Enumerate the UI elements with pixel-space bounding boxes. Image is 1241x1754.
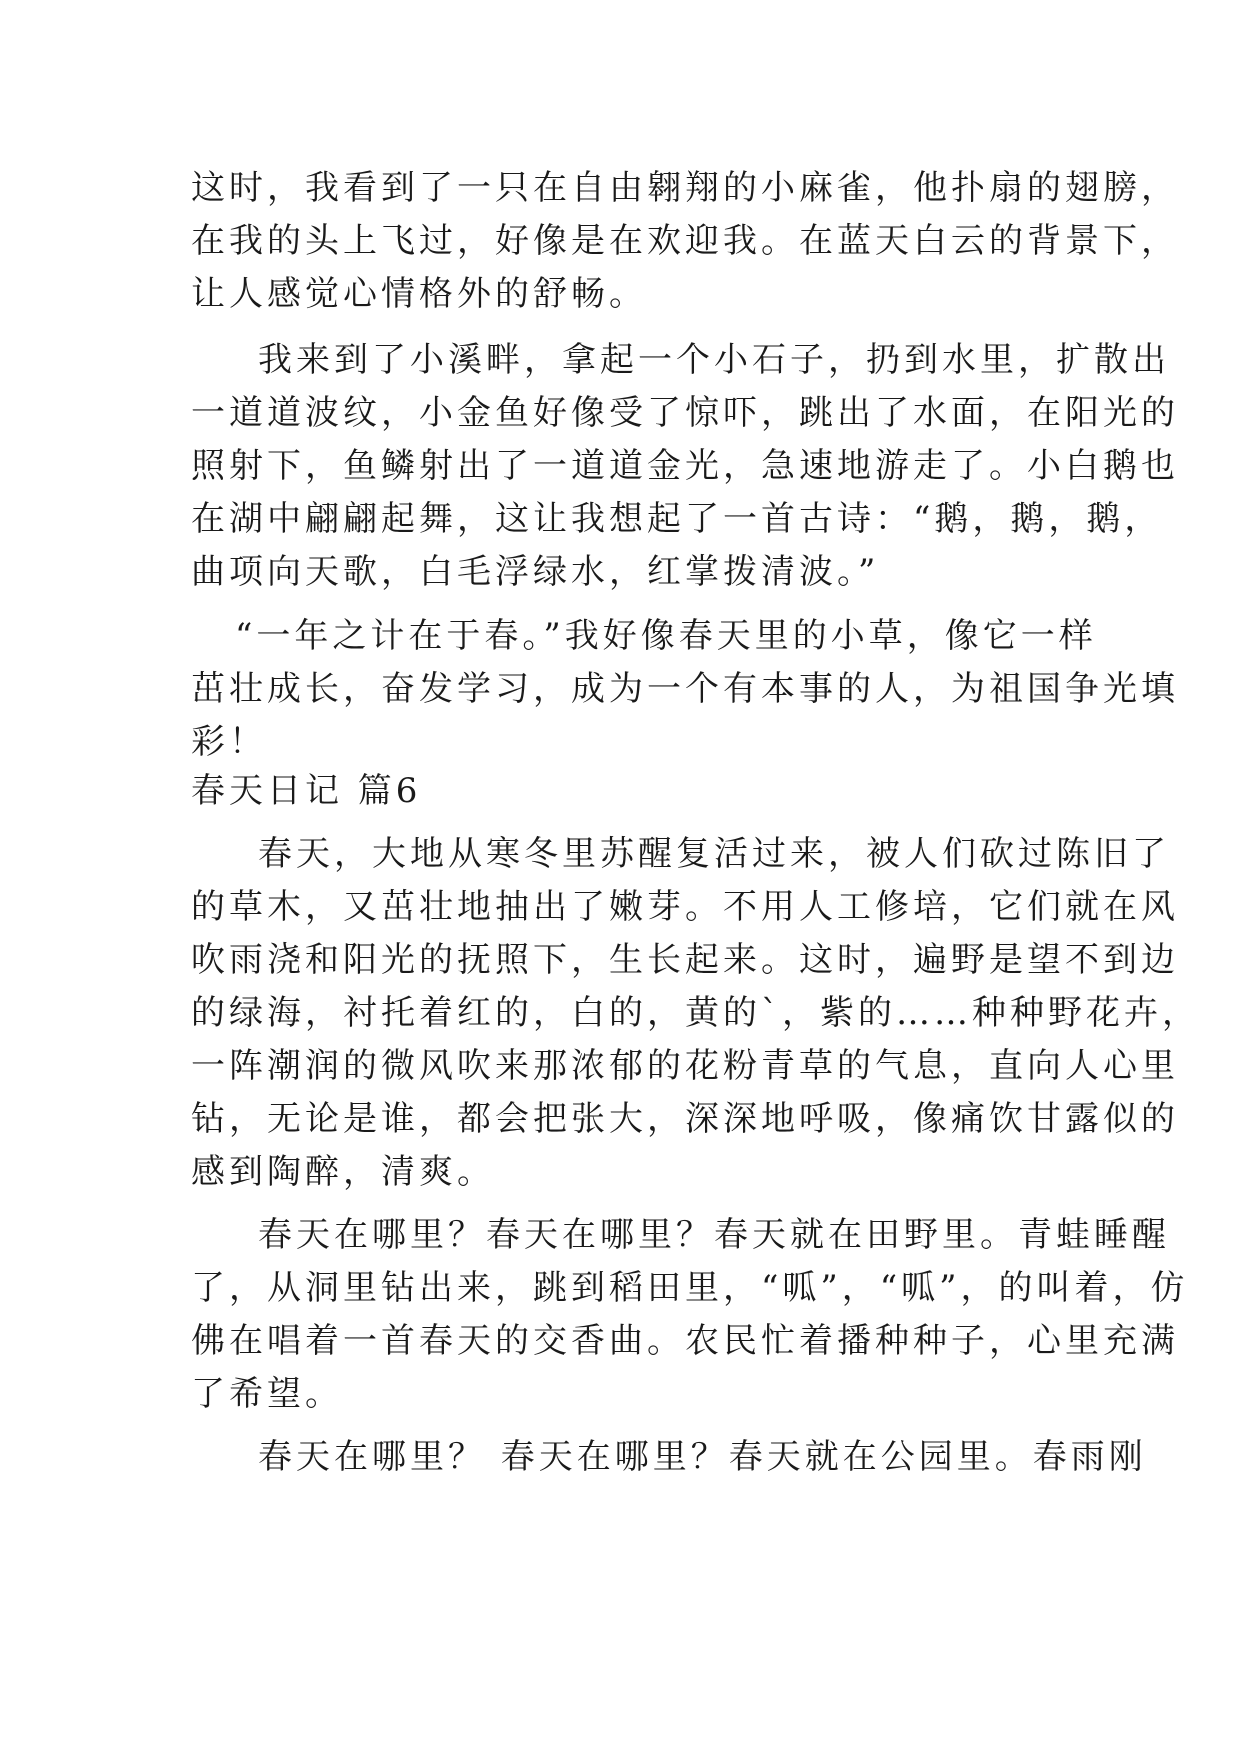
paragraph-first-line: 我来到了小溪畔，拿起一个小石子，扔到水里，扩散出 (258, 340, 1170, 380)
paragraph-first-line: 春天，大地从寒冬里苏醒复活过来，被人们砍过陈旧了 (258, 834, 1170, 874)
text-line: 让人感觉心情格外的舒畅。 (191, 274, 647, 314)
text-line: 在湖中翩翩起舞，这让我想起了一首古诗：“鹅，鹅，鹅， (191, 499, 1163, 539)
text-line: 这时，我看到了一只在自由翱翔的小麻雀，他扑扇的翅膀， (191, 168, 1179, 208)
text-line: 一道道波纹，小金鱼好像受了惊吓，跳出了水面，在阳光的 (191, 393, 1179, 433)
text-line: 的绿海，衬托着红的，白的，黄的`，紫的……种种野花卉， (191, 993, 1200, 1033)
text-line: 的草木，又茁壮地抽出了嫩芽。不用人工修培，它们就在风 (191, 887, 1179, 927)
text-line: 彩！ (191, 722, 267, 762)
text-line: 茁壮成长，奋发学习，成为一个有本事的人，为祖国争光填 (191, 669, 1179, 709)
paragraph-first-line: “一年之计在于春。”我好像春天里的小草，像它一样 (235, 616, 1097, 656)
text-line: 了，从洞里钻出来，跳到稻田里，“呱”，“呱”，的叫着，仿 (191, 1268, 1189, 1308)
text-line: 感到陶醉，清爽。 (191, 1152, 495, 1192)
text-line: 佛在唱着一首春天的交香曲。农民忙着播种种子，心里充满 (191, 1321, 1179, 1361)
text-line: 曲项向天歌，白毛浮绿水，红掌拨清波。” (191, 552, 880, 592)
text-line: 钻，无论是谁，都会把张大，深深地呼吸，像痛饮甘露似的 (191, 1099, 1179, 1139)
paragraph-first-line: 春天在哪里？ 春天在哪里？春天就在公园里。春雨刚 (258, 1437, 1147, 1477)
text-line: 一阵潮润的微风吹来那浓郁的花粉青草的气息，直向人心里 (191, 1046, 1179, 1086)
section-heading: 春天日记 篇6 (191, 771, 422, 811)
text-line: 了希望。 (191, 1374, 343, 1414)
paragraph-first-line: 春天在哪里？春天在哪里？春天就在田野里。青蛙睡醒 (258, 1215, 1170, 1255)
text-line: 照射下，鱼鳞射出了一道道金光，急速地游走了。小白鹅也 (191, 446, 1179, 486)
text-line: 在我的头上飞过，好像是在欢迎我。在蓝天白云的背景下， (191, 221, 1179, 261)
text-line: 吹雨浇和阳光的抚照下，生长起来。这时，遍野是望不到边 (191, 940, 1179, 980)
